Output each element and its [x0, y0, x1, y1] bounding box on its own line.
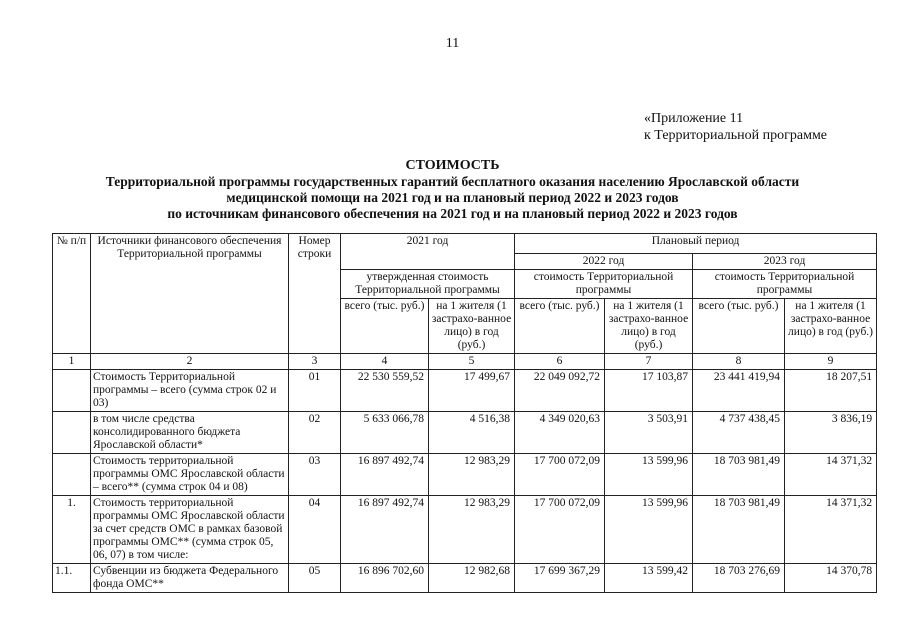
- title-line-3: по источникам финансового обеспечения на 2021 год и на плановый период 2022 и 2023 годов: [167, 206, 738, 221]
- header-year-2021: 2021 год: [341, 234, 515, 270]
- table-row: [53, 564, 877, 593]
- row-index: 1.: [53, 496, 91, 564]
- row-index: 1.1.: [53, 564, 91, 593]
- value-total-2022: 22 049 092,72: [515, 370, 605, 412]
- row-source-name: Стоимость территориальной программы ОМС Ярославской области – всего** (сумма строк 04 и 08): [91, 454, 289, 496]
- row-source-name: Субвенции из бюджета Федерального фонда ОМС**: [91, 564, 289, 593]
- value-total-2021: 5 633 066,78: [341, 412, 429, 454]
- value-total-2021: 16 897 492,74: [341, 496, 429, 564]
- column-number: 7: [605, 354, 693, 370]
- value-total-2022: 17 700 072,09: [515, 454, 605, 496]
- appendix-caption: [644, 110, 827, 144]
- value-per-resident-2023: 3 836,19: [785, 412, 877, 454]
- value-per-resident-2021: 12 983,29: [429, 454, 515, 496]
- row-index: [53, 370, 91, 412]
- value-per-resident-2022: 13 599,42: [605, 564, 693, 593]
- header-per-resident-2021: на 1 жителя (1 застрахо-ванное лицо) в год (руб.): [429, 299, 515, 354]
- value-per-resident-2021: 12 982,68: [429, 564, 515, 593]
- value-total-2021: 16 897 492,74: [341, 454, 429, 496]
- row-index: [53, 412, 91, 454]
- title-main: СТОИМОСТЬ: [405, 158, 500, 173]
- value-total-2023: 4 737 438,45: [693, 412, 785, 454]
- table-row: [53, 496, 877, 564]
- header-row-number: Номер строки: [289, 234, 341, 354]
- cost-table: [52, 233, 877, 593]
- header-year-2023: 2023 год: [693, 254, 877, 270]
- column-number: 6: [515, 354, 605, 370]
- value-per-resident-2022: 3 503,91: [605, 412, 693, 454]
- header-planned-period: Плановый период: [515, 234, 877, 254]
- page-number: 11: [445, 36, 460, 51]
- value-per-resident-2021: 4 516,38: [429, 412, 515, 454]
- column-number: 9: [785, 354, 877, 370]
- value-total-2022: 4 349 020,63: [515, 412, 605, 454]
- value-total-2022: 17 699 367,29: [515, 564, 605, 593]
- value-total-2021: 16 896 702,60: [341, 564, 429, 593]
- column-number: 2: [91, 354, 289, 370]
- row-code: 01: [289, 370, 341, 412]
- value-total-2022: 17 700 072,09: [515, 496, 605, 564]
- row-source-name: Стоимость Территориальной программы – всего (сумма строк 02 и 03): [91, 370, 289, 412]
- value-per-resident-2023: 14 370,78: [785, 564, 877, 593]
- title-line-2: медицинской помощи на 2021 год и на плановый период 2022 и 2023 годов: [226, 190, 679, 205]
- column-numbers-row: [53, 354, 877, 370]
- column-number: 5: [429, 354, 515, 370]
- header-per-resident-2023: на 1 жителя (1 застрахо-ванное лицо) в год (руб.): [785, 299, 877, 354]
- header-approved-cost: утвержденная стоимость Территориальной программы: [341, 270, 515, 299]
- header-cost-2023: стоимость Территориальной программы: [693, 270, 877, 299]
- column-number: 8: [693, 354, 785, 370]
- value-per-resident-2023: 14 371,32: [785, 496, 877, 564]
- title-line-1: Территориальной программы государственных гарантий бесплатного оказания населению Ярославской области: [105, 174, 800, 189]
- header-per-resident-2022: на 1 жителя (1 застрахо-ванное лицо) в год (руб.): [605, 299, 693, 354]
- column-number: 1: [53, 354, 91, 370]
- header-total-2022: всего (тыс. руб.): [515, 299, 605, 354]
- row-code: 05: [289, 564, 341, 593]
- value-per-resident-2021: 12 983,29: [429, 496, 515, 564]
- table-row: [53, 370, 877, 412]
- value-per-resident-2022: 13 599,96: [605, 496, 693, 564]
- value-total-2023: 18 703 276,69: [693, 564, 785, 593]
- value-total-2021: 22 530 559,52: [341, 370, 429, 412]
- header-total-2023: всего (тыс. руб.): [693, 299, 785, 354]
- header-year-2022: 2022 год: [515, 254, 693, 270]
- appendix-line-2: к Территориальной программе: [644, 128, 828, 143]
- header-source: Источники финансового обеспечения Территориальной программы: [91, 234, 289, 354]
- row-source-name: в том числе средства консолидированного бюджета Ярославской области*: [91, 412, 289, 454]
- appendix-line-1: «Приложение 11: [644, 111, 744, 126]
- value-per-resident-2022: 17 103,87: [605, 370, 693, 412]
- row-source-name: Стоимость территориальной программы ОМС Ярославской области за счет средств ОМС в рамках базовой программы ОМС** (сумма строк 05, 06, 07) в том числе:: [91, 496, 289, 564]
- row-code: 04: [289, 496, 341, 564]
- column-number: 3: [289, 354, 341, 370]
- row-code: 03: [289, 454, 341, 496]
- value-total-2023: 23 441 419,94: [693, 370, 785, 412]
- header-total-2021: всего (тыс. руб.): [341, 299, 429, 354]
- row-code: 02: [289, 412, 341, 454]
- header-num: № п/п: [53, 234, 91, 354]
- header-cost-2022: стоимость Территориальной программы: [515, 270, 693, 299]
- value-total-2023: 18 703 981,49: [693, 454, 785, 496]
- document-title: [0, 158, 905, 222]
- value-per-resident-2022: 13 599,96: [605, 454, 693, 496]
- value-total-2023: 18 703 981,49: [693, 496, 785, 564]
- column-number: 4: [341, 354, 429, 370]
- table-row: [53, 454, 877, 496]
- value-per-resident-2023: 14 371,32: [785, 454, 877, 496]
- row-index: [53, 454, 91, 496]
- value-per-resident-2023: 18 207,51: [785, 370, 877, 412]
- value-per-resident-2021: 17 499,67: [429, 370, 515, 412]
- table-row: [53, 412, 877, 454]
